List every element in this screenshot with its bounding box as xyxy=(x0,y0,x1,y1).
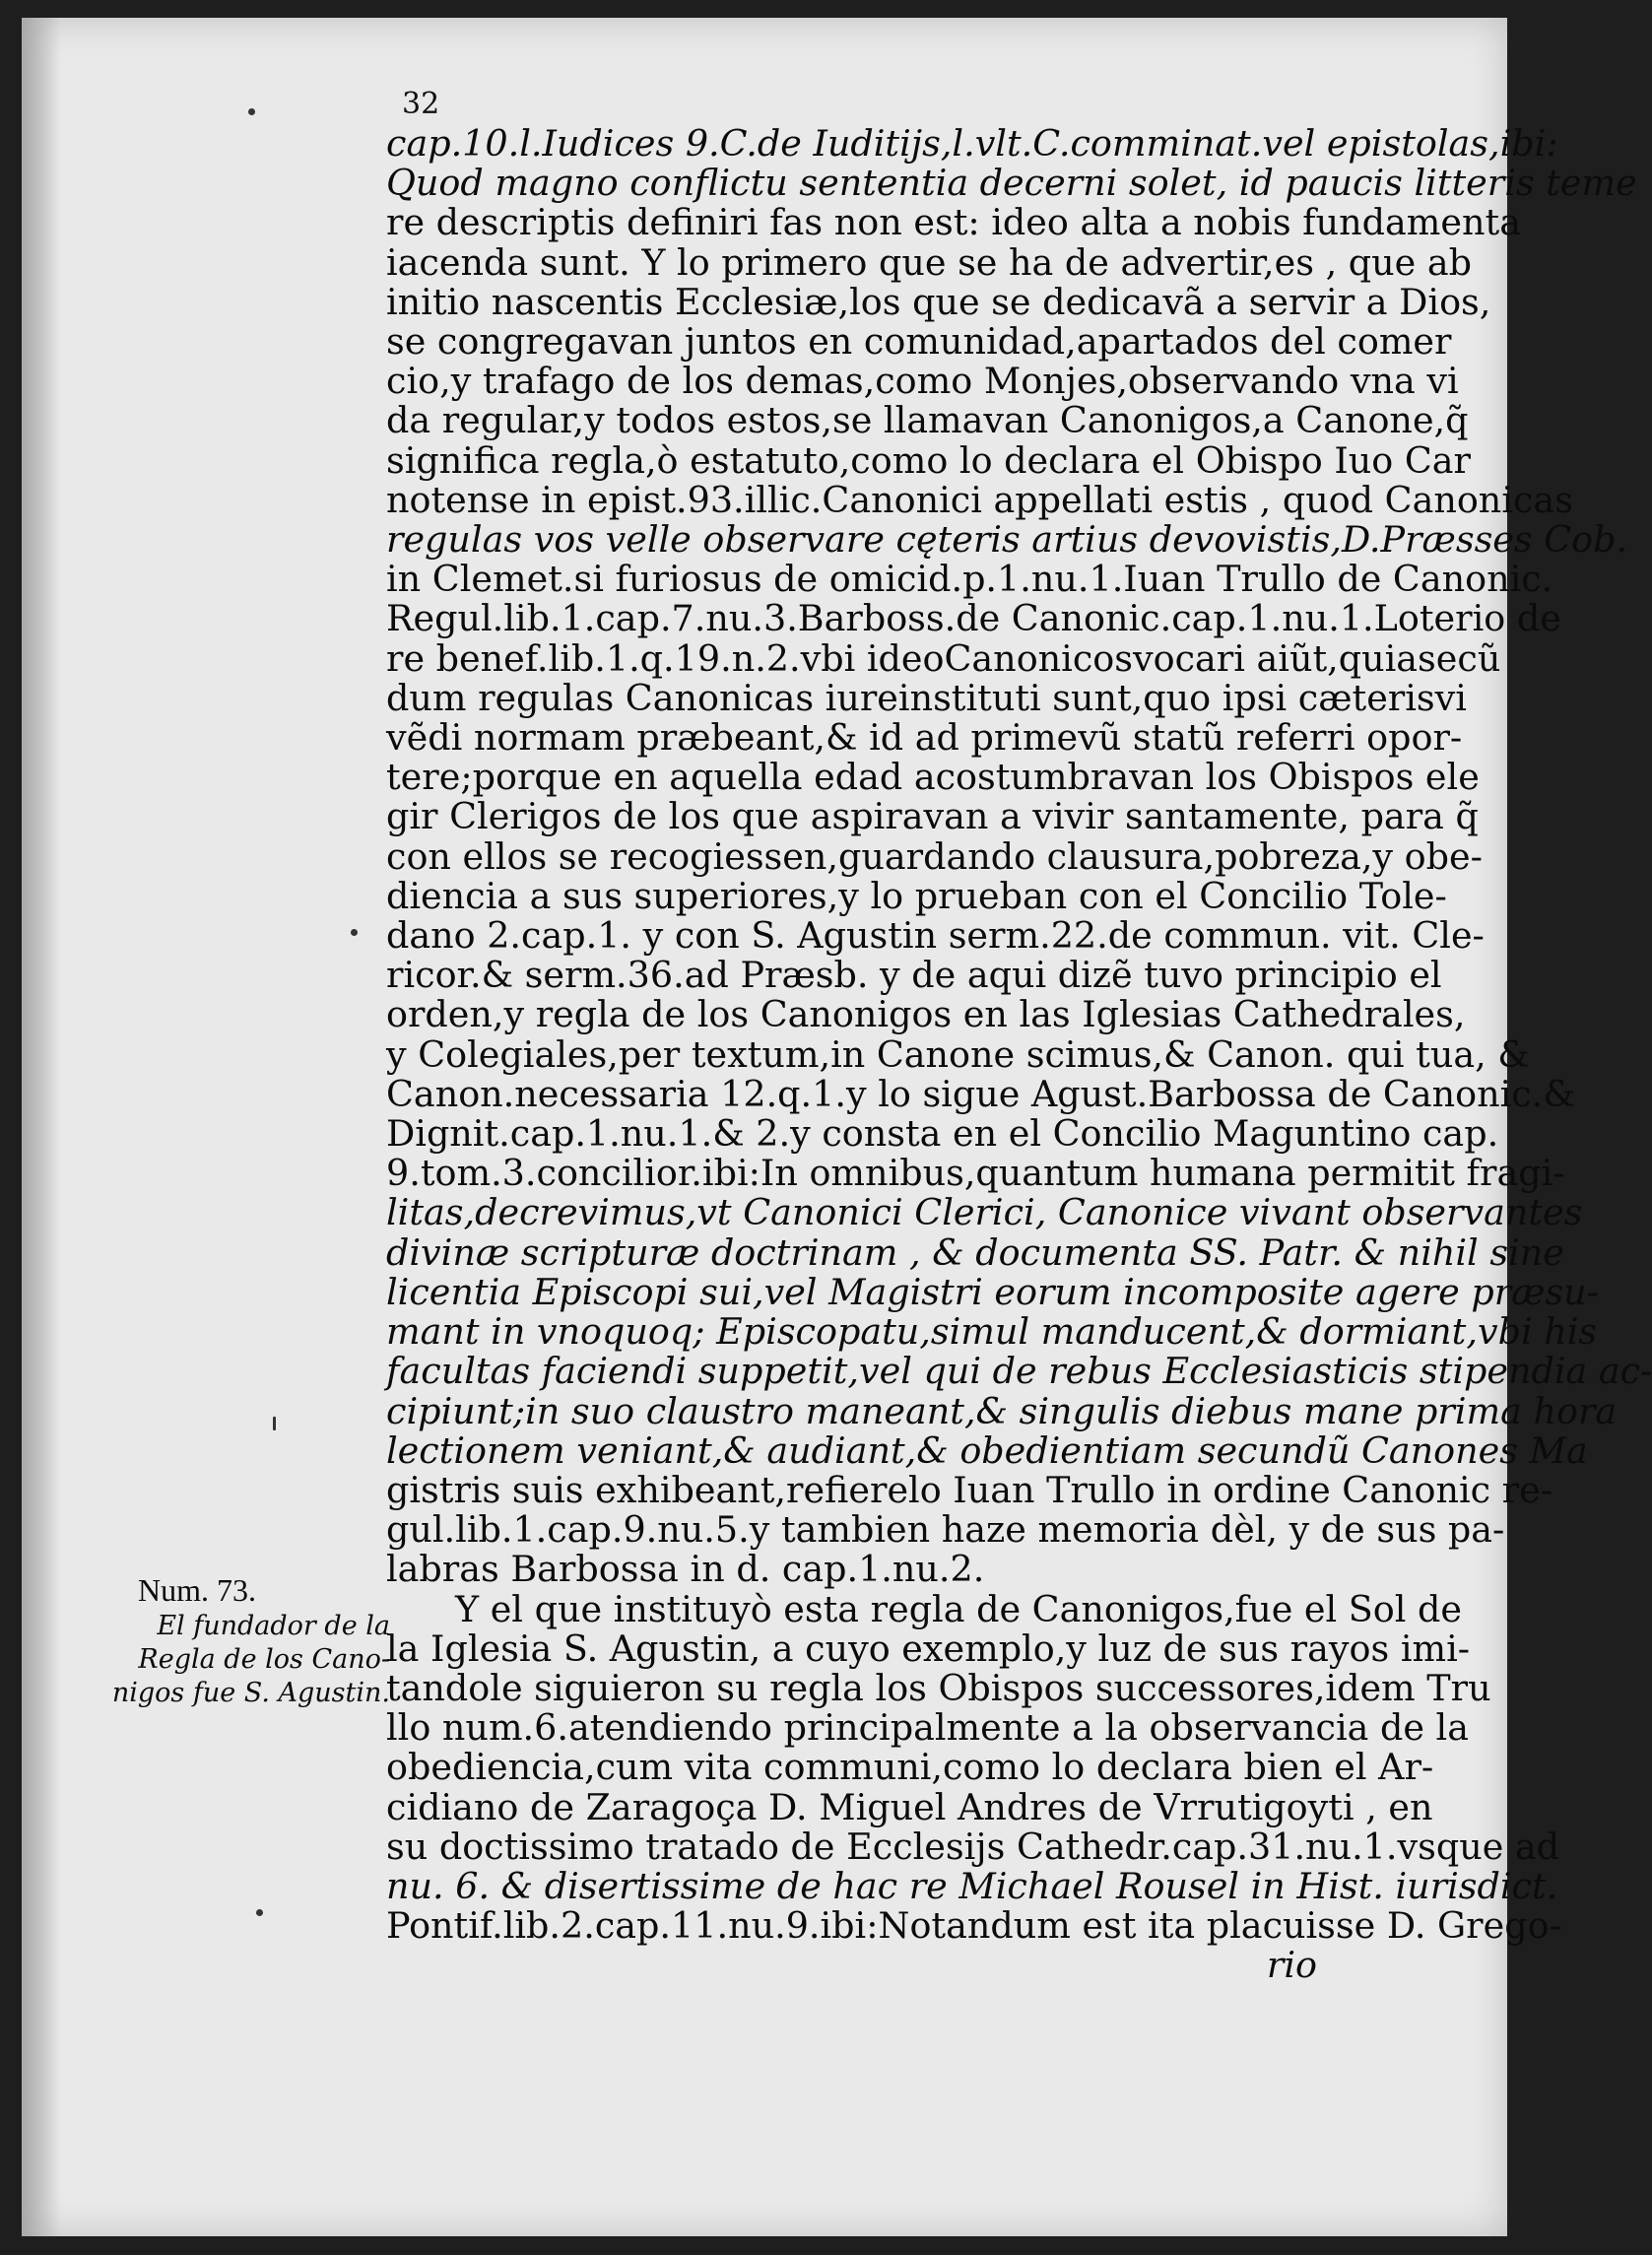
text-line: lectionem veniant,& audiant,& obedientiam secundũ Canones Ma xyxy=(386,1428,1588,1472)
text-line: notense in epist.93.illic.Canonici appellati estis , quod Canonicas xyxy=(386,478,1573,521)
margin-note-line: Regla de los Cano- xyxy=(138,1644,390,1675)
text-line: orden,y regla de los Canonigos en las Iglesias Cathedrales, xyxy=(386,993,1466,1036)
text-line: rio xyxy=(1266,1944,1317,1987)
text-line: re benef.lib.1.q.19.n.2.vbi ideoCanonicosvocari aiũt,quiasecũ xyxy=(386,636,1501,680)
text-line: in Clemet.si furiosus de omicid.p.1.nu.1.Iuan Trullo de Canonic. xyxy=(386,558,1553,601)
ink-speck xyxy=(351,929,358,936)
text-line: se congregavan juntos en comunidad,apartados del comer xyxy=(386,320,1452,364)
text-line: diencia a sus superiores,y lo prueban con el Concilio Tole- xyxy=(386,874,1447,917)
text-line: licentia Episcopi sui,vel Magistri eorum incomposite agere præsu- xyxy=(386,1270,1600,1313)
page-number: 32 xyxy=(402,87,440,121)
page-gutter-shadow xyxy=(22,18,61,2236)
text-line: regulas vos velle observare cęteris artius devovistis,D.Præsses Cob. xyxy=(386,518,1628,562)
text-line: llo num.6.atendiendo principalmente a la observancia de la xyxy=(386,1706,1469,1750)
text-line: su doctissimo tratado de Ecclesijs Cathedr.cap.31.nu.1.vsque ad xyxy=(386,1824,1560,1868)
text-line: Dignit.cap.1.nu.1.& 2.y consta en el Concilio Maguntino cap. xyxy=(386,1112,1499,1156)
text-line: y Colegiales,per textum,in Canone scimus,& Canon. qui tua, & xyxy=(386,1032,1530,1076)
text-line: nu. 6. & disertissime de hac re Michael Rousel in Hist. iurisdict. xyxy=(386,1864,1558,1907)
text-line: Regul.lib.1.cap.7.nu.3.Barboss.de Canonic.cap.1.nu.1.Loterio de xyxy=(386,597,1561,640)
text-line: divinæ scripturæ doctrinam , & documenta SS. Patr. & nihil sine xyxy=(386,1230,1564,1274)
margin-note xyxy=(99,1570,390,1710)
text-line: cap.10.l.Iudices 9.C.de Iuditijs,l.vlt.C.comminat.vel epistolas,ibi: xyxy=(386,122,1558,165)
text-line: gistris suis exhibeant,refierelo Iuan Trullo in ordine Canonic re- xyxy=(386,1468,1553,1511)
text-line: Quod magno conflictu sententia decerni solet, id paucis litteris teme xyxy=(386,162,1637,205)
ink-speck xyxy=(256,1909,263,1916)
text-line: litas,decrevimus,vt Canonici Clerici, Canonice vivant observantes xyxy=(386,1191,1583,1234)
book-page xyxy=(22,18,1652,2236)
text-line: Y el que instituyò esta regla de Canonigos,fue el Sol de xyxy=(455,1587,1462,1630)
text-line: dano 2.cap.1. y con S. Agustin serm.22.de commun. vit. Cle- xyxy=(386,914,1485,958)
text-line: re descriptis definiri fas non est: ideo alta a nobis fundamenta xyxy=(386,201,1521,244)
text-line: 9.tom.3.concilior.ibi:In omnibus,quantum humana permitit fragi- xyxy=(386,1152,1565,1195)
text-line: tere;porque en aquella edad acostumbravan los Obispos ele xyxy=(386,756,1480,799)
text-line: facultas faciendi suppetit,vel qui de rebus Ecclesiasticis stipendia ac- xyxy=(386,1350,1652,1393)
margin-note-line: El fundador de la xyxy=(157,1611,390,1641)
text-line: cio,y trafago de los demas,como Monjes,observando vna vi xyxy=(386,360,1459,403)
text-line: mant in vnoquoq; Episcopatu,simul manducent,& dormiant,vbi his xyxy=(386,1310,1598,1354)
text-line: Pontif.lib.2.cap.11.nu.9.ibi:Notandum est ita placuisse D. Grego- xyxy=(386,1904,1561,1948)
text-line: ricor.& serm.36.ad Præsb. y de aqui dizẽ tuvo principio el xyxy=(386,954,1442,997)
text-line: obediencia,cum vita communi,como lo declara bien el Ar- xyxy=(386,1746,1434,1789)
margin-note-line: nigos fue S. Agustin. xyxy=(111,1678,390,1708)
text-line: vẽdi normam præbeant,& id ad primevũ statũ referri opor- xyxy=(386,716,1463,760)
text-line: dum regulas Canonicas iureinstituti sunt,quo ipsi cæterisvi xyxy=(386,676,1467,719)
ink-speck xyxy=(273,1417,276,1430)
text-line: initio nascentis Ecclesiæ,los que se dedicavã a servir a Dios, xyxy=(386,280,1491,323)
ink-speck xyxy=(248,108,255,115)
text-line: cipiunt;in suo claustro maneant,& singulis diebus mane prima hora xyxy=(386,1389,1618,1432)
text-line: gul.lib.1.cap.9.nu.5.y tambien haze memoria dèl, y de sus pa- xyxy=(386,1508,1505,1552)
text-line: labras Barbossa in d. cap.1.nu.2. xyxy=(386,1548,985,1591)
text-line: da regular,y todos estos,se llamavan Canonigos,a Canone,q̃ xyxy=(386,399,1469,442)
text-line: iacenda sunt. Y lo primero que se ha de advertir,es , que ab xyxy=(386,240,1472,284)
text-line: la Iglesia S. Agustin, a cuyo exemplo,y luz de sus rayos imi- xyxy=(386,1626,1471,1670)
main-text-column xyxy=(386,122,1652,1987)
text-line: con ellos se recogiessen,guardando clausura,pobreza,y obe- xyxy=(386,834,1483,878)
text-line: gir Clerigos de los que aspiravan a vivir santamente, para q̃ xyxy=(386,795,1479,838)
text-line: tandole siguieron su regla los Obispos successores,idem Tru xyxy=(386,1666,1491,1709)
text-line: Canon.necessaria 12.q.1.y lo sigue Agust.Barbossa de Canonic.& xyxy=(386,1072,1575,1115)
margin-note-number: Num. 73. xyxy=(138,1572,256,1608)
text-line: significa regla,ò estatuto,como lo declara el Obispo Iuo Car xyxy=(386,438,1471,482)
text-line: cidiano de Zaragoça D. Miguel Andres de Vrrutigoyti , en xyxy=(386,1785,1433,1828)
